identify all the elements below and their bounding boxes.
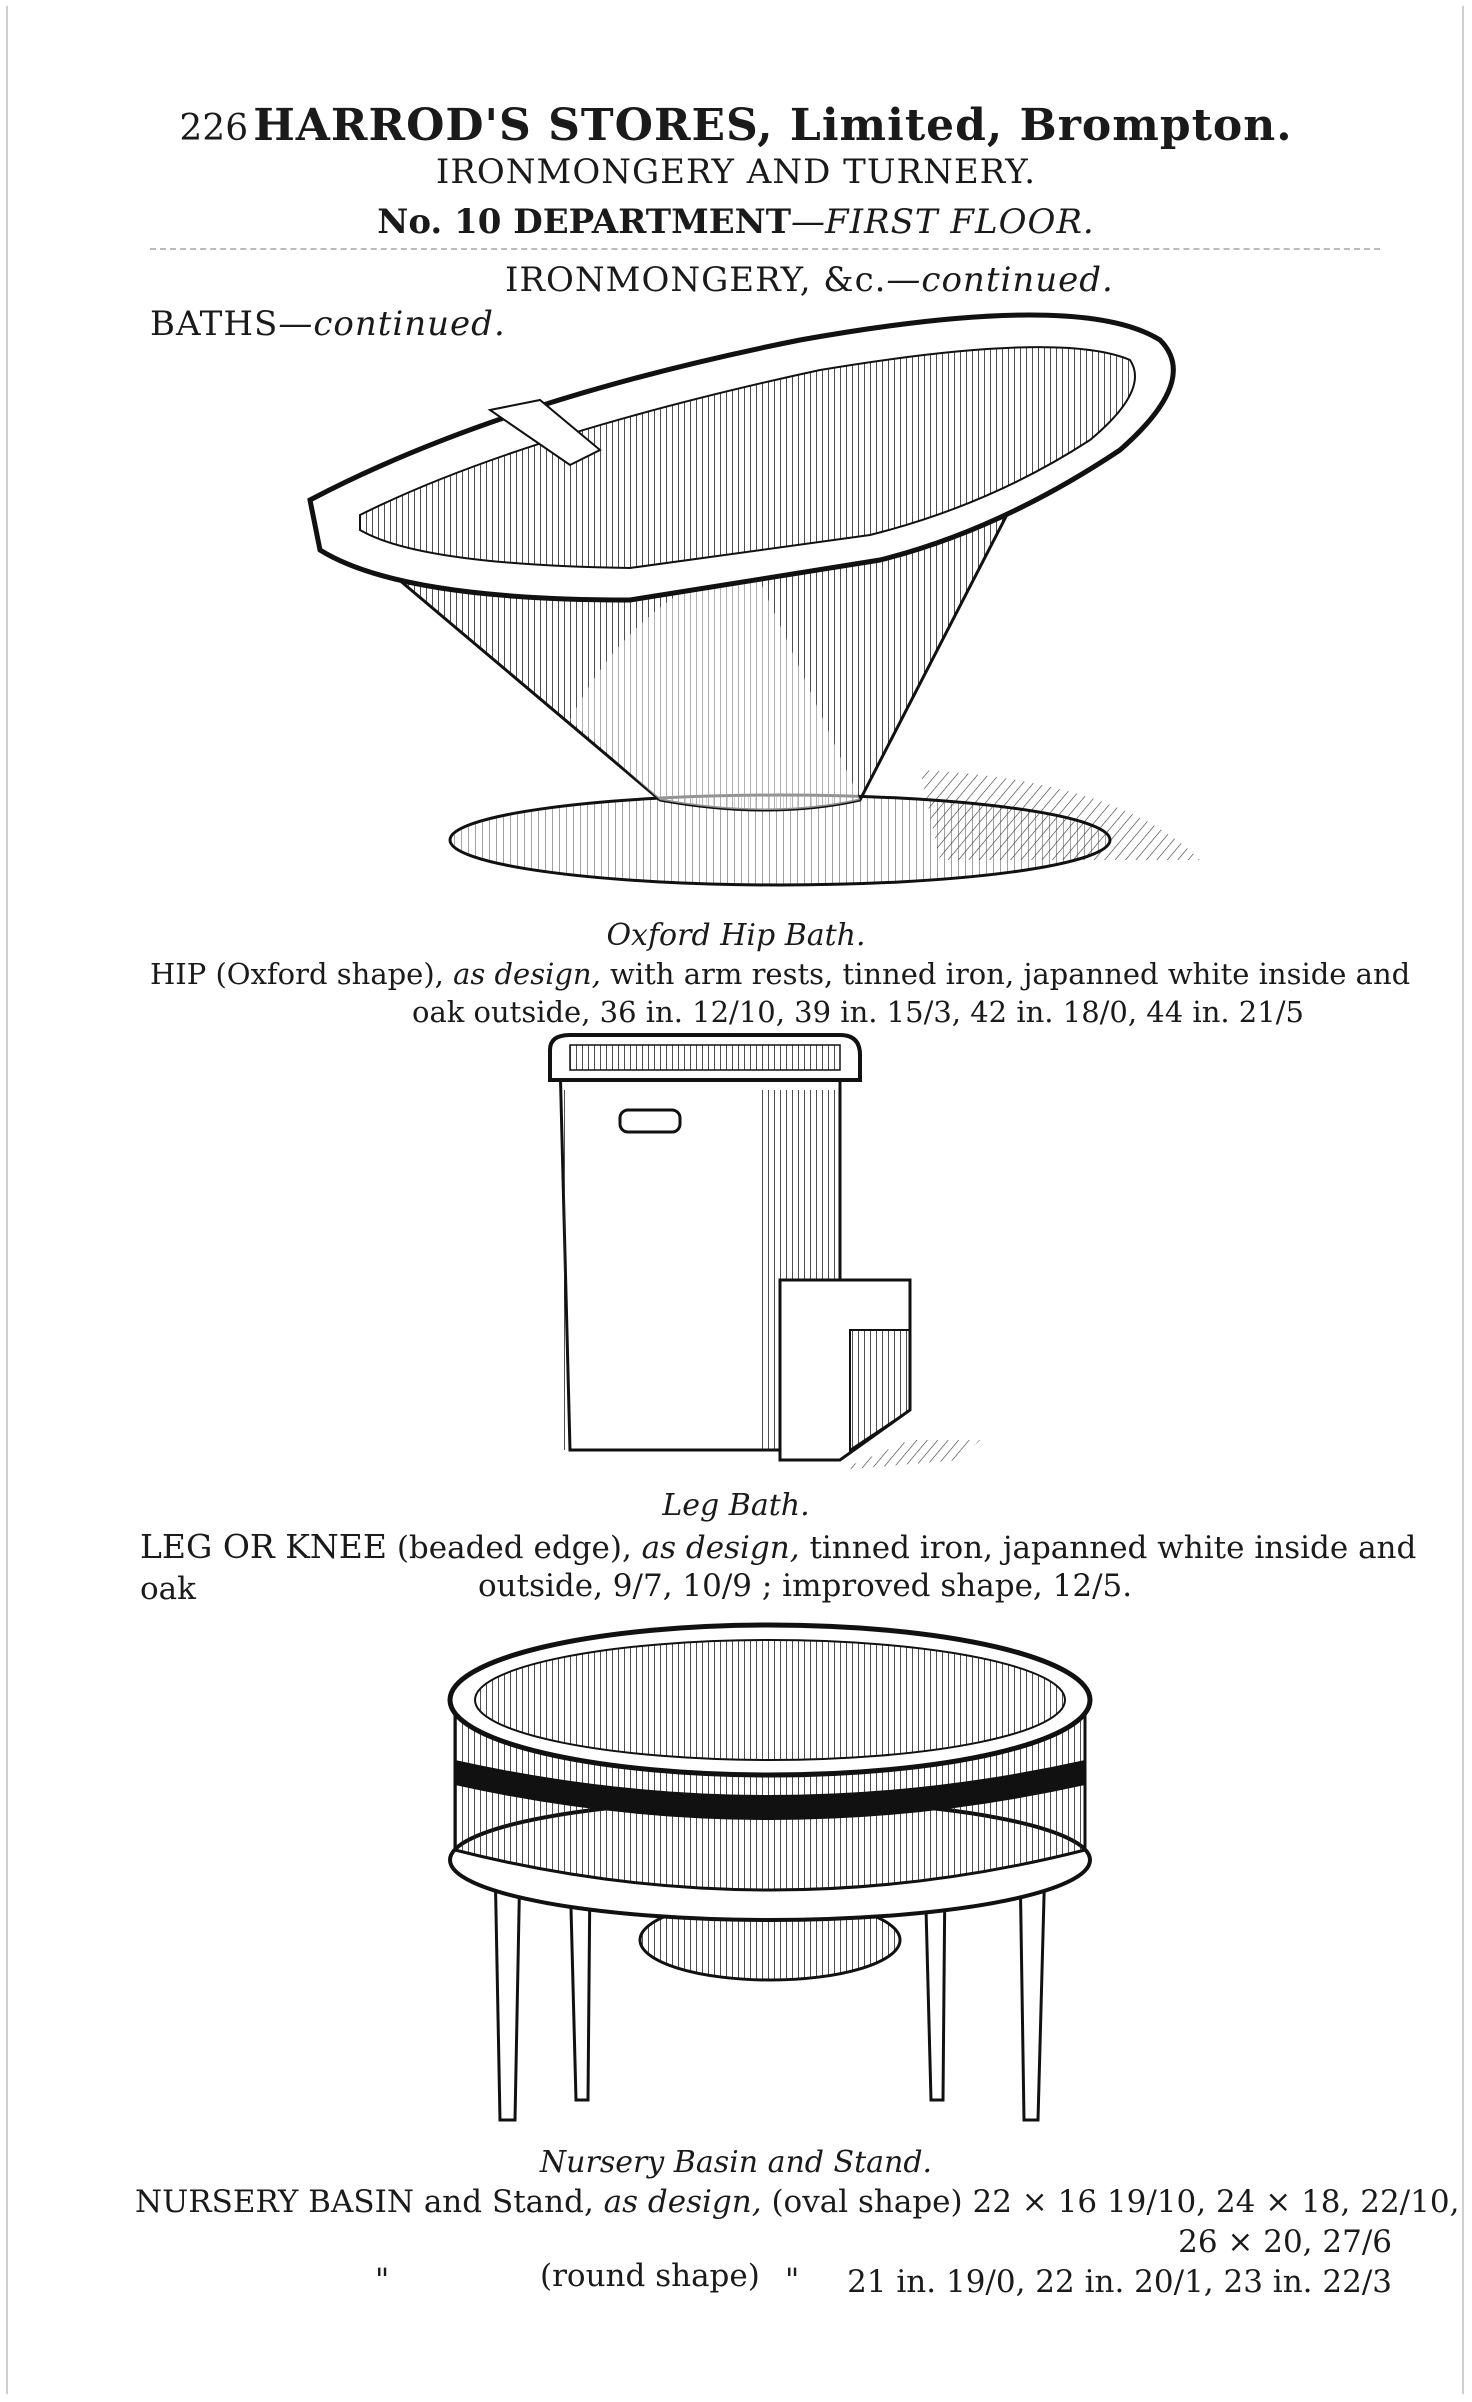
hip-bath-caption: Oxford Hip Bath.: [606, 918, 866, 953]
department-line: No. 10 DEPARTMENT—FIRST FLOOR.: [377, 202, 1095, 242]
category-continued: —continued.: [278, 304, 506, 344]
leg-bath-illustration: [540, 1030, 1000, 1490]
nursery-basin-desc-line1: [135, 2182, 1459, 2222]
section-title: IRONMONGERY, &c.: [505, 260, 887, 300]
page-header: [0, 100, 1472, 151]
leg-bath-materials: tinned iron, japanned white inside and oak: [140, 1530, 1417, 1607]
nursery-basin-caption: Nursery Basin and Stand.: [539, 2145, 933, 2180]
section-title-line: [505, 260, 1114, 300]
category: BATHS: [150, 304, 279, 344]
hip-bath-desc-line1: [150, 956, 1410, 994]
store-name: HARROD'S STORES, Limited, Brompton.: [253, 100, 1293, 151]
nursery-basin-ditto-left: ": [375, 2262, 390, 2298]
hip-bath-illustration: [300, 300, 1260, 900]
leg-bath-caption: Leg Bath.: [662, 1488, 810, 1523]
nursery-basin-stand: and Stand,: [423, 2184, 594, 2220]
leg-bath-edge: (beaded edge),: [396, 1530, 632, 1566]
header-rule: [150, 248, 1380, 251]
nursery-basin-as-design: as design,: [603, 2184, 762, 2220]
page-number: 226: [179, 108, 249, 149]
nursery-basin-round-prices: 21 in. 19/0, 22 in. 20/1, 23 in. 22/3: [847, 2264, 1392, 2300]
nursery-basin-ditto: ": [785, 2262, 800, 2298]
subtitle: IRONMONGERY AND TURNERY.: [435, 152, 1037, 192]
nursery-basin-oval-prices: (oval shape) 22 × 16 19/10, 24 × 18, 22/10,: [771, 2184, 1460, 2220]
hip-bath-as-design: as design,: [453, 957, 601, 991]
leg-bath-prices: outside, 9/7, 10/9 ; improved shape, 12/5.: [478, 1568, 1133, 1604]
hip-bath-shape: (Oxford shape),: [215, 957, 444, 991]
nursery-basin-illustration: [420, 1600, 1120, 2140]
department-floor: FIRST FLOOR.: [825, 202, 1095, 242]
nursery-basin-oval-prices-cont: 26 × 20, 27/6: [1178, 2224, 1392, 2260]
nursery-basin-name: NURSERY BASIN: [135, 2184, 414, 2220]
department: No. 10 DEPARTMENT: [377, 202, 791, 242]
hip-bath-materials: with arm rests, tinned iron, japanned white inside and: [610, 957, 1411, 991]
hip-bath-name: HIP: [150, 957, 207, 991]
nursery-basin-round-label: (round shape): [540, 2258, 760, 2294]
hip-bath-prices: oak outside, 36 in. 12/10, 39 in. 15/3, 42 in. 18/0, 44 in. 21/5: [412, 995, 1304, 1029]
leg-bath-as-design: as design,: [641, 1530, 800, 1566]
section-continued: —continued.: [886, 260, 1114, 300]
leg-bath-name: LEG OR KNEE: [140, 1527, 387, 1566]
